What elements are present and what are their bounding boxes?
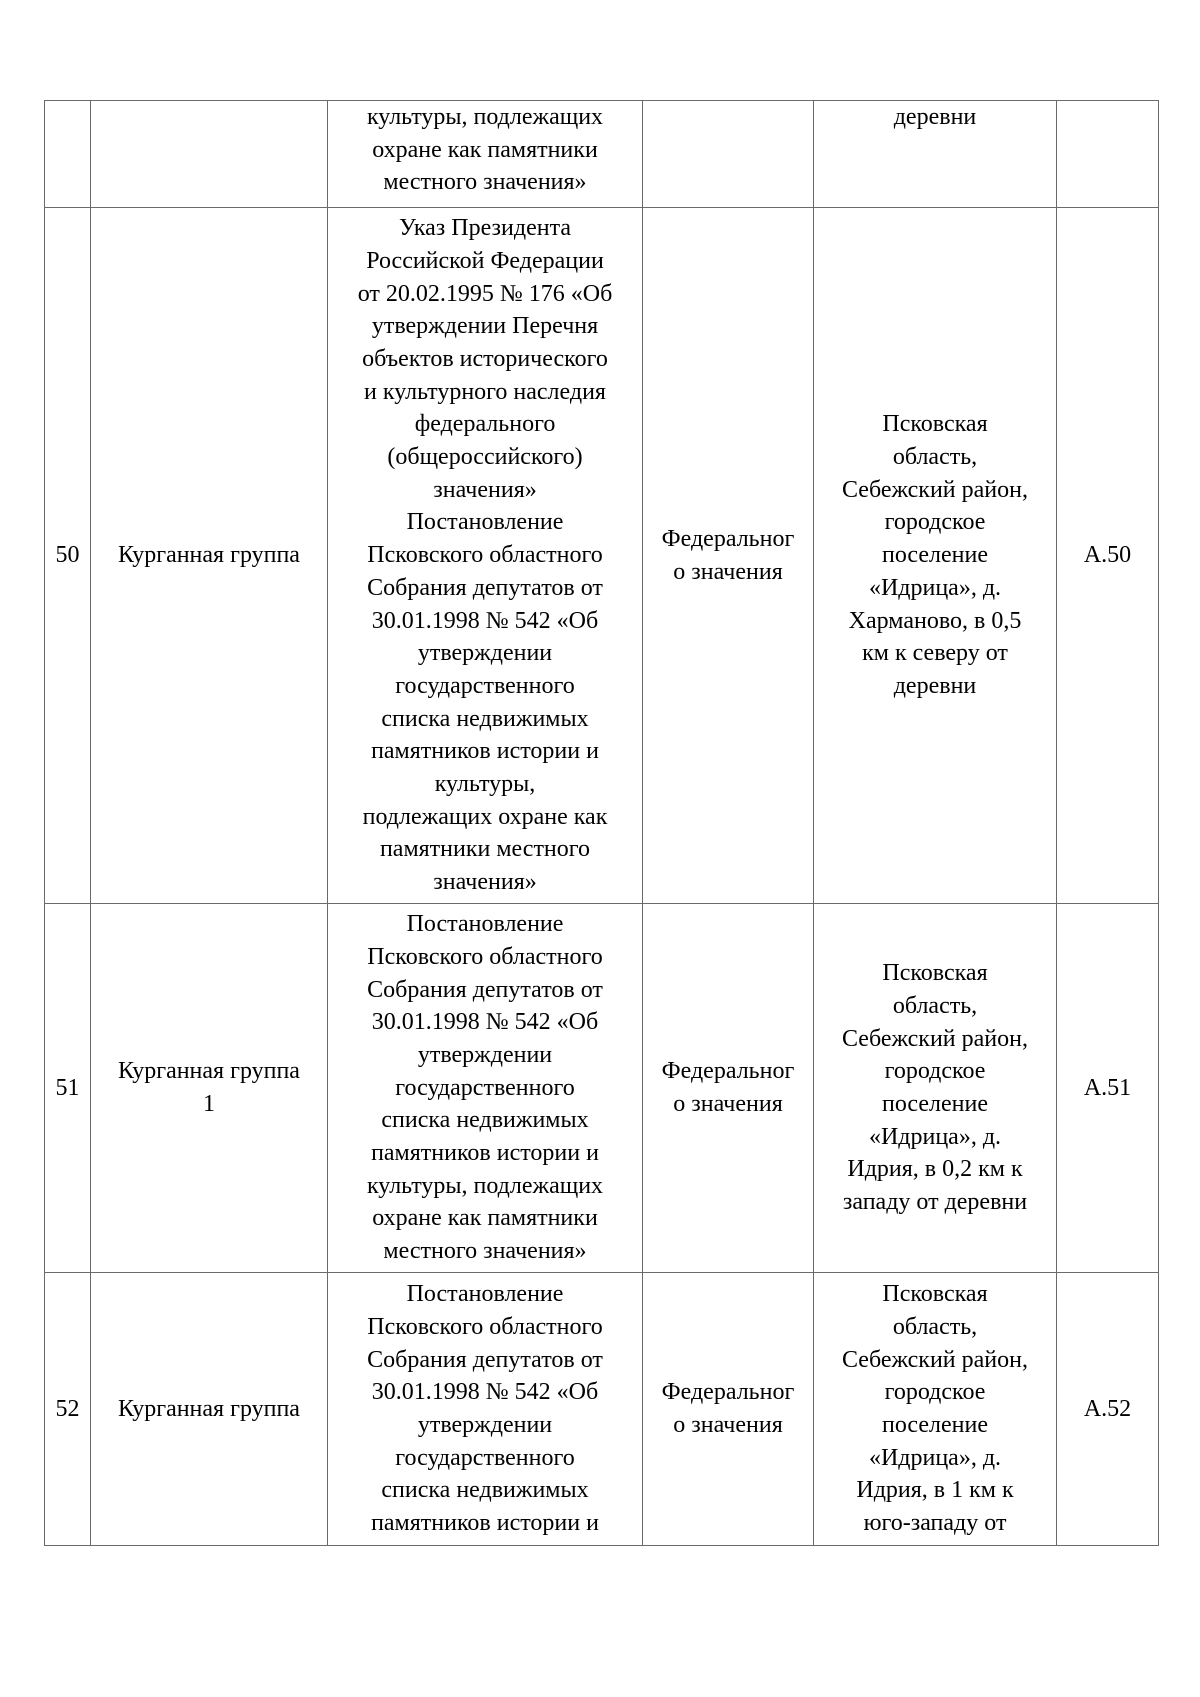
cell-legal-document: Указ Президента Российской Федерации от 20.02.1995 № 176 «Об утверждении Перечня объектов исторического и культурного наследия федерального (общероссийского) значения» Постановление Псковского областного Собрания депутатов от 30.01.1998 № 542 «Об утверждении государственного списка недвижимых памятников истории и культуры, подлежащих охране как памятники местного значения»: [328, 208, 643, 904]
cell-significance-category: Федеральног о значения: [643, 904, 814, 1273]
cell-object-name: [91, 101, 328, 208]
table-row-continuation: [45, 101, 1159, 208]
cell-object-name: Курганная группа: [91, 208, 328, 904]
table-row: [45, 904, 1159, 1273]
cell-location: Псковская область, Себежский район, городское поселение «Идрица», д. Харманово, в 0,5 км к северу от деревни: [814, 208, 1057, 904]
cell-location: Псковская область, Себежский район, городское поселение «Идрица», д. Идрия, в 1 км к юго-западу от: [814, 1273, 1057, 1546]
cell-number: [45, 101, 91, 208]
table-row: [45, 208, 1159, 904]
table-row: [45, 1273, 1159, 1546]
cell-legal-document: Постановление Псковского областного Собрания депутатов от 30.01.1998 № 542 «Об утверждении государственного списка недвижимых памятников истории и: [328, 1273, 643, 1546]
cell-legal-document: Постановление Псковского областного Собрания депутатов от 30.01.1998 № 542 «Об утверждении государственного списка недвижимых памятников истории и культуры, подлежащих охране как памятники местного значения»: [328, 904, 643, 1273]
cell-legal-document: культуры, подлежащих охране как памятники местного значения»: [328, 101, 643, 208]
cell-object-name: Курганная группа 1: [91, 904, 328, 1273]
cell-location: Псковская область, Себежский район, городское поселение «Идрица», д. Идрия, в 0,2 км к западу от деревни: [814, 904, 1057, 1273]
cell-number: 51: [45, 904, 91, 1273]
heritage-objects-table: [44, 100, 1159, 1546]
cell-significance-category: Федеральног о значения: [643, 208, 814, 904]
cell-significance-category: [643, 101, 814, 208]
cell-object-name: Курганная группа: [91, 1273, 328, 1546]
cell-number: 50: [45, 208, 91, 904]
cell-code: [1057, 101, 1159, 208]
cell-code: А.52: [1057, 1273, 1159, 1546]
cell-code: А.51: [1057, 904, 1159, 1273]
cell-significance-category: Федеральног о значения: [643, 1273, 814, 1546]
cell-location: деревни: [814, 101, 1057, 208]
cell-number: 52: [45, 1273, 91, 1546]
cell-code: А.50: [1057, 208, 1159, 904]
